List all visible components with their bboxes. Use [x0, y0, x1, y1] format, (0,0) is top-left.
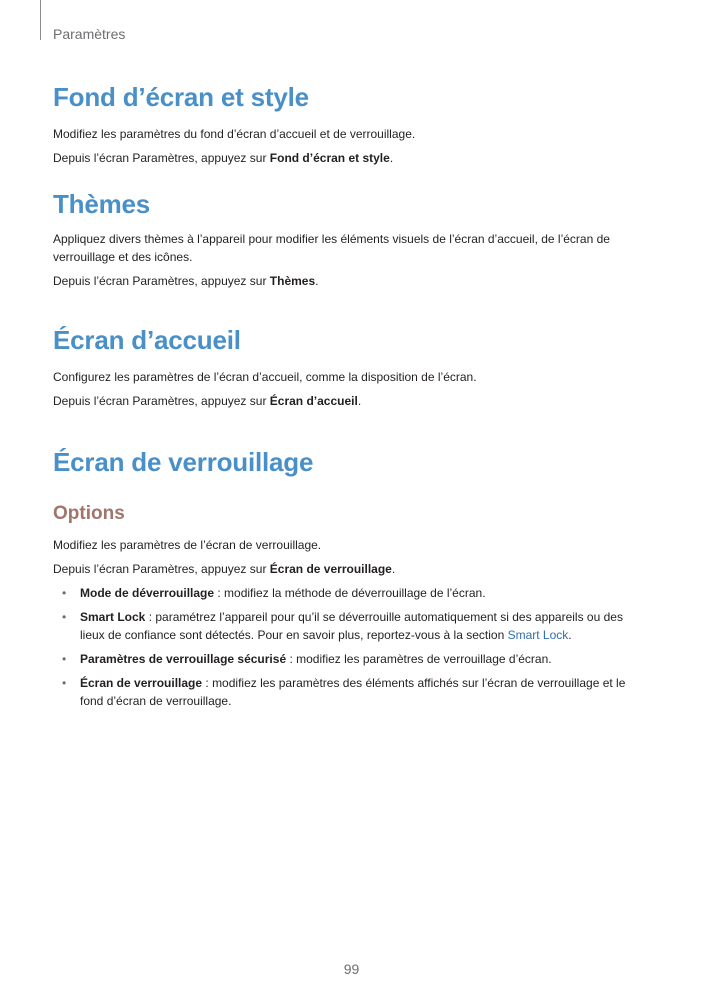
- bullet-dot: •: [62, 676, 67, 690]
- path-target: Thèmes: [269, 274, 316, 288]
- option-desc: : paramétrez l’appareil pour qu’il se déverrouille automatiquement si des appareils ou des lieux de confiance sont détectés. Pour en savoir plus, reportez-vous à la section: [80, 610, 623, 642]
- path-prefix: Depuis l’écran Paramètres, appuyez sur: [53, 274, 270, 288]
- section-desc-lock: Modifiez les paramètres de l’écran de verrouillage.: [53, 538, 322, 552]
- option-desc: : modifiez les paramètres des éléments affichés sur l’écran de verrouillage et le fond d’écran de verrouillage.: [80, 676, 626, 708]
- path-target: Écran de verrouillage: [269, 562, 392, 576]
- path-prefix: Depuis l’écran Paramètres, appuyez sur: [53, 562, 270, 576]
- section-title-lock: Écran de verrouillage: [53, 447, 314, 477]
- option-desc-end: .: [568, 628, 572, 642]
- path-suffix: .: [391, 562, 396, 576]
- smart-lock-link[interactable]: Smart Lock: [507, 628, 569, 642]
- path-suffix: .: [389, 151, 394, 165]
- option-name: Écran de verrouillage: [80, 676, 203, 690]
- bullet-dot: •: [62, 610, 67, 624]
- option-name: Smart Lock: [80, 610, 146, 624]
- path-target: Écran d’accueil: [269, 394, 358, 408]
- path-suffix: .: [315, 274, 319, 288]
- option-desc: : modifiez les paramètres de verrouillage d’écran.: [286, 652, 552, 666]
- page-content: [53, 80, 643, 710]
- section-path-wallpaper: [53, 149, 643, 167]
- option-desc: : modifiez la méthode de déverrouillage de l’écran.: [214, 586, 486, 600]
- list-item: [53, 584, 643, 602]
- option-name: Mode de déverrouillage: [80, 586, 215, 600]
- section-title-themes: Thèmes: [53, 189, 151, 219]
- running-header: Paramètres: [53, 26, 126, 42]
- section-desc-themes: Appliquez divers thèmes à l’appareil pour modifier les éléments visuels de l’écran d’accueil, de l’écran de verrouillage et des icônes.: [53, 232, 610, 264]
- list-item: [53, 650, 643, 668]
- list-item: [53, 608, 643, 644]
- options-list: [53, 584, 643, 710]
- subsection-title-options: Options: [53, 503, 125, 524]
- section-title-wallpaper: Fond d’écran et style: [53, 82, 309, 112]
- path-target: Fond d’écran et style: [269, 151, 390, 165]
- section-desc-home: Configurez les paramètres de l’écran d’accueil, comme la disposition de l’écran.: [53, 370, 477, 384]
- section-desc-wallpaper: Modifiez les paramètres du fond d’écran d’accueil et de verrouillage.: [53, 127, 416, 141]
- section-path-lock: [53, 560, 643, 578]
- section-title-home: Écran d’accueil: [53, 325, 241, 355]
- option-name: Paramètres de verrouillage sécurisé: [80, 652, 287, 666]
- section-path-home: [53, 392, 643, 410]
- path-prefix: Depuis l’écran Paramètres, appuyez sur: [53, 394, 270, 408]
- section-path-themes: [53, 272, 643, 290]
- path-prefix: Depuis l’écran Paramètres, appuyez sur: [53, 151, 270, 165]
- page-number: 99: [343, 961, 360, 977]
- list-item: [53, 674, 643, 710]
- path-suffix: .: [357, 394, 362, 408]
- margin-rule: [40, 0, 41, 40]
- bullet-dot: •: [62, 652, 67, 666]
- bullet-dot: •: [62, 586, 67, 600]
